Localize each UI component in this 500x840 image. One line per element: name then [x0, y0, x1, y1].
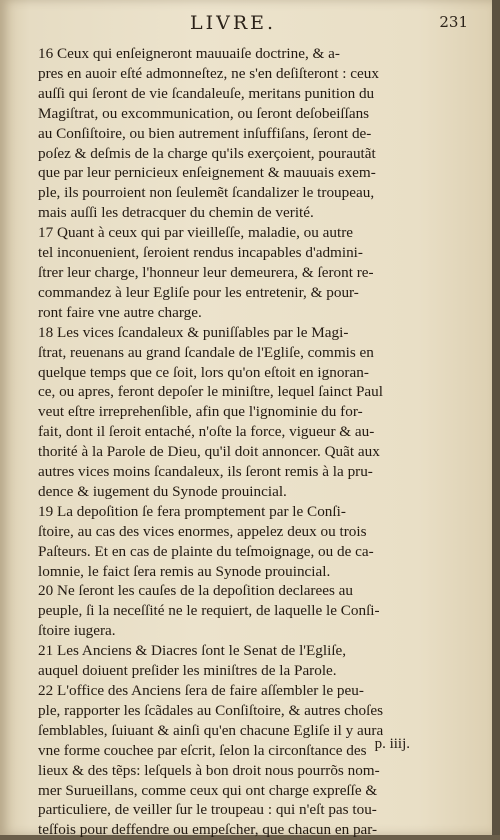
text-line: ple, ils pourroient non ſeulemẽt ſcandalizer le troupeau,	[38, 184, 375, 202]
text-line: poſez & deſmis de la charge qu'ils exerçoient, pourautãt	[38, 144, 376, 162]
text-line: ront faire vne autre charge.	[38, 303, 202, 321]
text-line: thorité à la Parole de Dieu, qu'il doit annoncer. Quãt aux	[38, 443, 380, 461]
text-line: lieux & des tẽps: leſquels à bon droit nous pourrõs nom-	[38, 761, 380, 779]
text-line: 18 Les vices ſcandaleux & puniſſables par le Magi-	[38, 323, 349, 341]
text-line: ce, ou apres, feront depoſer le miniſtre, lequel ſainct Paul	[38, 383, 383, 401]
text-line: lomnie, le faict ſera remis au Synode prouincial.	[38, 562, 331, 580]
page-number: 231	[439, 13, 468, 31]
text-line: ſemblables, ſuiuant & ainſi qu'en chacune Egliſe il y aura	[38, 721, 384, 739]
text-line: quelque temps que ce ſoit, lors qu'on eſtoit en ignoran-	[38, 363, 369, 381]
text-line: Paſteurs. Et en cas de plainte du teſmoignage, ou de ca-	[38, 542, 374, 560]
text-line: Magiſtrat, ou excommunication, ou ſeront deſobeiſſans	[38, 104, 370, 122]
text-line: dence & iugement du Synode prouincial.	[38, 482, 287, 500]
signature-mark: p. iiij.	[374, 736, 410, 752]
text-line: ple, rapporter les ſcãdales au Conſiſtoire, & autres choſes	[38, 701, 383, 719]
text-line: auſſi qui ſeront de vie ſcandaleuſe, meritans punition du	[38, 84, 375, 102]
page-header	[0, 12, 492, 36]
text-line: mer Surueillans, comme ceux qui ont charge expreſſe &	[38, 781, 378, 799]
text-line: teſfois pour deffendre ou empeſcher, que chacun en par-	[38, 821, 378, 839]
text-line: 22 L'office des Anciens ſera de faire aſſembler le peu-	[38, 682, 364, 699]
text-line: tel inconuenient, ſeroient rendus incapables d'admini-	[38, 244, 363, 262]
text-line: ſtrer leur charge, l'honneur leur demeurera, & ſeront re-	[38, 263, 374, 281]
text-line: 17 Quant à ceux qui par vieilleſſe, maladie, ou autre	[38, 224, 354, 242]
text-line: que par leur pernicieux enſeignement & mauuais exem-	[38, 164, 376, 182]
text-line: ſtoire, au cas des vices enormes, appelez deux ou trois	[38, 522, 367, 540]
text-line: vne forme couchee par eſcrit, ſelon la circonſtance des	[38, 741, 367, 759]
text-line: particuliere, de veiller ſur le troupeau : qui n'eſt pas tou-	[38, 801, 377, 819]
text-line: veut eſtre irreprehenſible, afin que l'ignominie du for-	[38, 403, 363, 421]
running-title: LIVRE.	[190, 12, 277, 34]
body-text	[38, 44, 474, 840]
text-line: ſtoire iugera.	[38, 622, 116, 640]
text-line: ſtrat, reuenans au grand ſcandale de l'Egliſe, commis en	[38, 343, 374, 361]
text-line: commandez à leur Egliſe pour les entretenir, & pour-	[38, 283, 359, 301]
text-line: fait, dont il ſeroit entaché, n'oſte la force, vigueur & au-	[38, 423, 375, 441]
text-line: 20 Ne ſeront les cauſes de la depoſition declarees au	[38, 582, 354, 600]
text-line: au Conſiſtoire, ou bien autrement inſuffiſans, ſeront de-	[38, 124, 372, 142]
text-line: pres en auoir eſté admonneſtez, ne s'en deſiſteront : ceux	[38, 64, 379, 82]
text-line: autres vices moins ſcandaleux, ils ſeront remis à la pru-	[38, 463, 373, 481]
text-line: peuple, ſi la neceſſité ne le requiert, de laquelle le Conſi-	[38, 602, 380, 620]
text-line: 21 Les Anciens & Diacres ſont le Senat de l'Egliſe,	[38, 642, 347, 660]
text-line: auquel doiuent preſider les miniſtres de la Parole.	[38, 662, 337, 680]
text-line: 16 Ceux qui enſeigneront mauuaiſe doctrine, & a-	[38, 45, 340, 62]
text-line: mais auſſi les detracquer du chemin de verité.	[38, 204, 314, 222]
text-line: 19 La depoſition ſe fera promptement par le Conſi-	[38, 502, 346, 520]
page-edge	[492, 0, 500, 835]
